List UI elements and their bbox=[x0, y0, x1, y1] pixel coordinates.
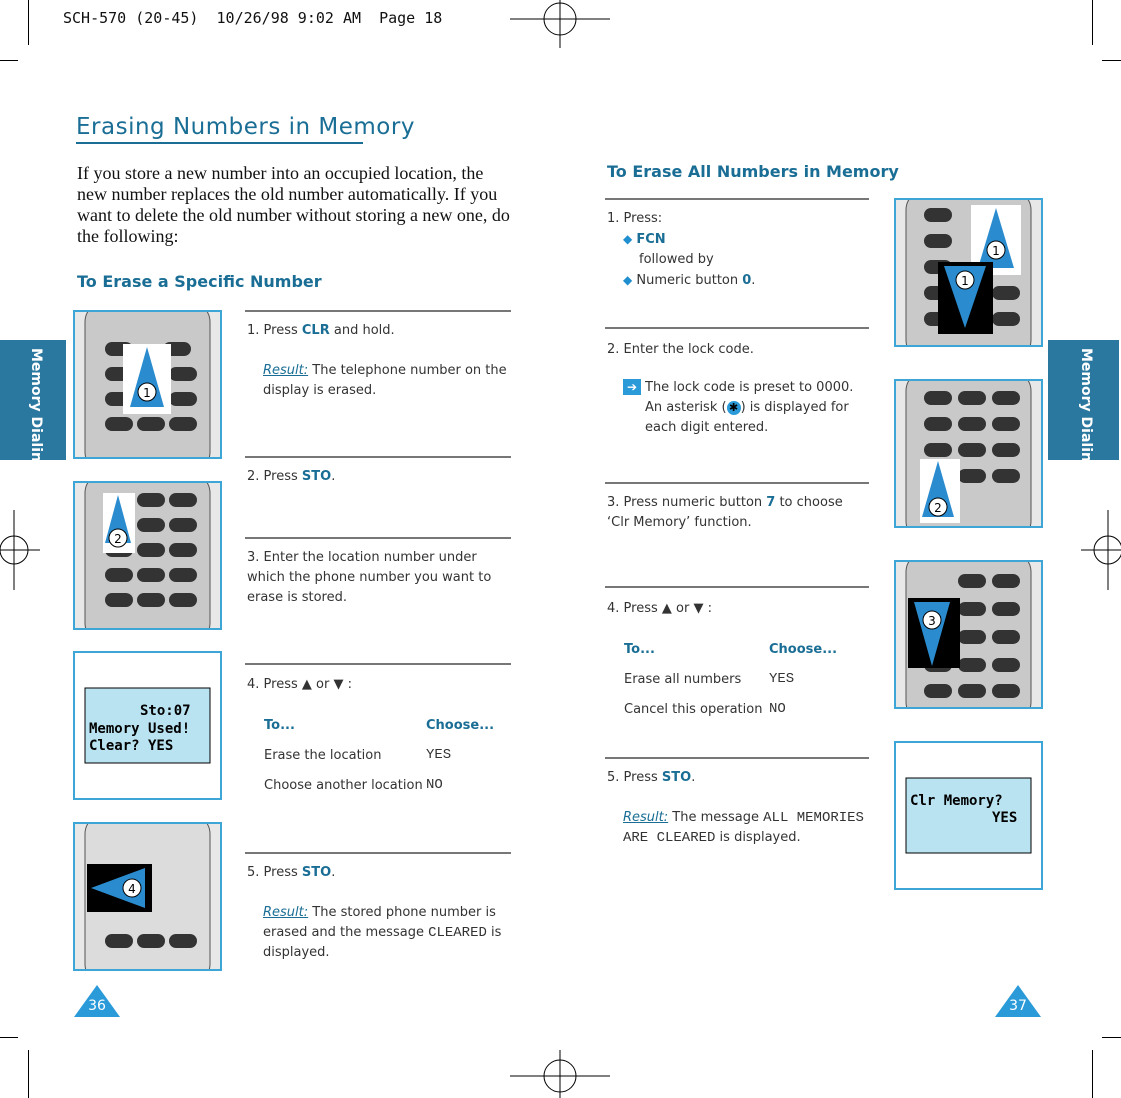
table-cell: Erase all numbers bbox=[624, 671, 742, 687]
divider bbox=[245, 663, 511, 665]
registration-mark-top bbox=[510, 0, 610, 48]
lcd-display-right bbox=[894, 741, 1043, 890]
note-text: ) is displayed for each digit entered. bbox=[645, 400, 849, 435]
phone-illustration-2 bbox=[73, 481, 222, 630]
divider bbox=[245, 852, 511, 854]
lcd-display-left bbox=[73, 651, 222, 800]
table-row bbox=[264, 770, 514, 800]
step-text: 4. Press bbox=[607, 601, 662, 616]
side-tab-left bbox=[0, 340, 66, 472]
key-0: 0 bbox=[742, 273, 752, 288]
step-1 bbox=[607, 209, 867, 291]
key-sto: STO bbox=[301, 865, 332, 880]
callout-number: 1 bbox=[961, 274, 969, 288]
step-text: : bbox=[703, 601, 712, 616]
phone-illustration-r1 bbox=[894, 198, 1043, 347]
divider bbox=[605, 482, 869, 484]
lcd-line-2: YES bbox=[992, 810, 1018, 826]
step-text: 5. Press bbox=[247, 865, 302, 880]
table-cell: YES bbox=[426, 747, 452, 763]
step-text: followed by bbox=[639, 252, 714, 267]
step-text: to choose ‘Clr Memory’ function. bbox=[607, 495, 843, 530]
step-2 bbox=[247, 467, 507, 487]
step-text: or bbox=[311, 677, 334, 692]
table-cell: NO bbox=[426, 777, 443, 793]
lcd-line-3: Clear? YES bbox=[89, 738, 174, 754]
step-text: 1. Press: bbox=[607, 211, 663, 226]
table-cell: NO bbox=[769, 701, 786, 717]
step-3: 3. Enter the location number under which the phone number you want to erase is stored. bbox=[247, 550, 492, 605]
result-text: is displayed. bbox=[263, 925, 502, 960]
down-arrow-icon: ▼ bbox=[693, 601, 704, 616]
result-label: Result: bbox=[263, 905, 309, 920]
table-cell: Choose another location bbox=[264, 777, 423, 793]
table-header: Choose... bbox=[426, 717, 495, 733]
intro-paragraph: If you store a new number into an occupied location, the new number replaces the old number automatically. If you want to delete the old number without storing a new one, do the following: bbox=[77, 163, 510, 246]
phone-illustration-r2 bbox=[894, 379, 1043, 528]
options-table bbox=[624, 634, 864, 724]
step-4 bbox=[607, 599, 867, 619]
step-text: . bbox=[751, 273, 756, 288]
step-3 bbox=[607, 493, 867, 533]
result-text: is displayed. bbox=[715, 830, 801, 845]
table-header: To... bbox=[624, 641, 655, 657]
page-number-right bbox=[995, 985, 1041, 1017]
lcd-line-1: Sto:07 bbox=[140, 703, 191, 719]
divider bbox=[605, 757, 869, 759]
divider bbox=[605, 327, 869, 329]
step-text: 2. Press bbox=[247, 469, 302, 484]
side-tab-label: Memory Dialing bbox=[1078, 348, 1094, 472]
result-text: The stored phone number is erased and the message bbox=[263, 905, 496, 940]
step-5 bbox=[247, 863, 511, 963]
divider bbox=[605, 198, 869, 200]
registration-mark-left bbox=[0, 500, 40, 600]
lcd-line-1: Clr Memory? bbox=[910, 793, 1003, 809]
side-tab-label: Memory Dialing bbox=[28, 348, 44, 472]
callout-number: 1 bbox=[992, 244, 1000, 258]
key-sto: STO bbox=[301, 469, 332, 484]
page-title: Erasing Numbers in Memory bbox=[76, 114, 415, 140]
crop-mark bbox=[1102, 1037, 1121, 1038]
crop-mark bbox=[1092, 1050, 1093, 1098]
crop-mark bbox=[28, 1050, 29, 1098]
divider bbox=[605, 586, 869, 588]
page-number-left bbox=[74, 985, 120, 1017]
step-text: : bbox=[343, 677, 352, 692]
section-heading: To Erase All Numbers in Memory bbox=[607, 162, 899, 181]
step-text: . bbox=[691, 770, 696, 785]
section-heading: To Erase a Specific Number bbox=[77, 272, 322, 291]
asterisk-icon: ✱ bbox=[727, 401, 741, 415]
callout-number: 4 bbox=[128, 882, 136, 896]
step-text: and hold. bbox=[329, 323, 395, 338]
callout-number: 2 bbox=[114, 532, 122, 546]
table-row bbox=[624, 664, 864, 694]
table-header: Choose... bbox=[769, 641, 838, 657]
print-slug: SCH-570 (20-45) 10/26/98 9:02 AM Page 18 bbox=[63, 9, 443, 27]
divider bbox=[245, 310, 511, 312]
phone-illustration-1 bbox=[73, 310, 222, 459]
key-sto: STO bbox=[661, 770, 692, 785]
phone-illustration-4 bbox=[73, 822, 222, 971]
key-fcn: FCN bbox=[636, 232, 666, 247]
result-text: The telephone number on the display is erased. bbox=[263, 363, 507, 398]
diamond-bullet-icon: ◆ bbox=[623, 232, 633, 246]
step-text: 2. Enter the lock code. bbox=[607, 342, 754, 357]
crop-mark bbox=[1102, 60, 1121, 61]
step-text: . bbox=[331, 865, 336, 880]
crop-mark bbox=[1092, 0, 1093, 45]
options-table bbox=[264, 710, 514, 800]
table-cell: YES bbox=[769, 671, 795, 687]
registration-mark-right bbox=[1081, 500, 1121, 600]
step-text: 3. Press numeric button bbox=[607, 495, 767, 510]
lcd-line-2: Memory Used! bbox=[89, 721, 191, 737]
crop-mark bbox=[28, 0, 29, 45]
divider bbox=[245, 456, 511, 458]
title-underline bbox=[76, 142, 363, 144]
divider bbox=[245, 537, 511, 539]
page-number-text: 36 bbox=[88, 998, 106, 1014]
step-text: 4. Press bbox=[247, 677, 302, 692]
result-text: The message bbox=[668, 810, 764, 825]
note-arrow-icon: ➔ bbox=[623, 379, 641, 395]
crop-mark bbox=[0, 1037, 18, 1038]
step-text: . bbox=[331, 469, 336, 484]
side-tab-right bbox=[1048, 340, 1119, 472]
down-arrow-icon: ▼ bbox=[333, 677, 344, 692]
step-text: 5. Press bbox=[607, 770, 662, 785]
step-text: Numeric button bbox=[636, 273, 743, 288]
message-text: CLEARED bbox=[428, 925, 487, 941]
up-arrow-icon: ▲ bbox=[301, 677, 312, 692]
step-text: 1. Press bbox=[247, 323, 302, 338]
step-2 bbox=[607, 340, 867, 438]
table-cell: Cancel this operation bbox=[624, 701, 763, 717]
result-label: Result: bbox=[623, 810, 669, 825]
key-7: 7 bbox=[766, 495, 776, 510]
callout-number: 2 bbox=[934, 501, 942, 515]
step-4 bbox=[247, 675, 507, 695]
table-cell: Erase the location bbox=[264, 747, 382, 763]
registration-mark-bottom bbox=[510, 1050, 610, 1098]
step-text: or bbox=[671, 601, 694, 616]
key-clr: CLR bbox=[301, 323, 330, 338]
up-arrow-icon: ▲ bbox=[661, 601, 672, 616]
callout-number: 1 bbox=[143, 386, 151, 400]
table-header: To... bbox=[264, 717, 295, 733]
step-1 bbox=[247, 321, 507, 401]
note-text: The lock code is preset to 0000. An asterisk ( bbox=[645, 380, 854, 415]
page-number-text: 37 bbox=[1009, 998, 1027, 1014]
phone-illustration-r3 bbox=[894, 560, 1043, 709]
callout-number: 3 bbox=[928, 614, 936, 628]
diamond-bullet-icon: ◆ bbox=[623, 273, 633, 287]
crop-mark bbox=[0, 60, 18, 61]
table-row bbox=[624, 694, 864, 724]
step-5 bbox=[607, 768, 869, 848]
table-row bbox=[264, 740, 514, 770]
result-label: Result: bbox=[263, 363, 309, 378]
message-text: ALL MEMORIES ARE CLEARED bbox=[623, 810, 864, 846]
